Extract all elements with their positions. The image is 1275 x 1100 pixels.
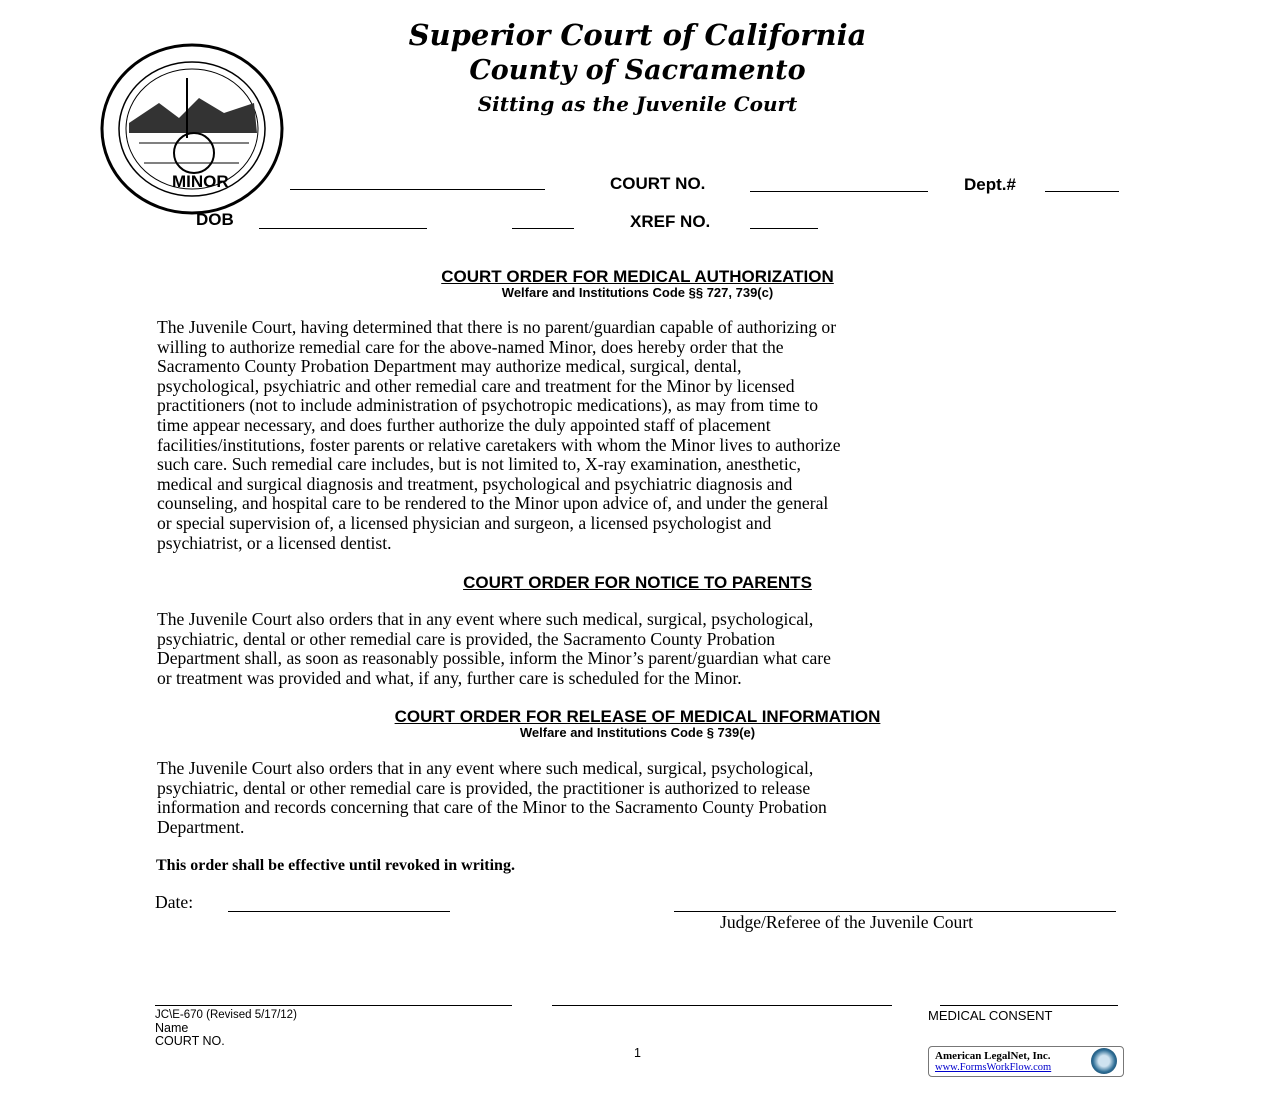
court-title: Superior Court of California [408,18,867,52]
section-title-notice-to-parents: COURT ORDER FOR NOTICE TO PARENTS [463,573,812,592]
text-line: or special supervision of, a licensed physician and surgeon, a licensed psychologist and [157,512,772,533]
court-no-label: COURT NO. [610,174,706,193]
american-legalnet-badge[interactable] [928,1046,1124,1077]
text-line: counseling, and hospital care to be rendered to the Minor upon advice of, and under the general [157,493,829,514]
release-medical-info-text [157,759,1137,837]
xref-field[interactable] [750,228,818,229]
notice-to-parents-text [157,610,1137,688]
form-number: JC\E-670 (Revised 5/17/12) [155,1009,297,1021]
section-code-739e: Welfare and Institutions Code § 739(e) [519,725,756,740]
juvenile-court-subtitle: Sitting as the Juvenile Court [477,92,798,116]
dob-extra-field[interactable] [512,228,574,229]
badge-url-link[interactable]: www.FormsWorkFlow.com [935,1062,1052,1073]
text-line: or treatment was provided and what, if any, further care is scheduled for the Minor. [157,667,742,688]
footer-rule [552,1005,892,1006]
text-line: The Juvenile Court also orders that in any event where such medical, surgical, psychological, [157,609,814,629]
county-title: County of Sacramento [469,55,806,86]
text-line: The Juvenile Court, having determined that there is no parent/guardian capable of authorizing or [157,317,837,337]
minor-field[interactable] [290,189,545,190]
text-line: such care. Such remedial care includes, but is not limited to, X-ray examination, anesthetic, [157,454,801,475]
dob-field[interactable] [259,228,427,229]
text-line: psychological, psychiatric and other remedial care and treatment for the Minor by licensed [157,375,795,396]
dob-label: DOB [196,210,234,229]
dept-field[interactable] [1045,191,1119,192]
section-title-medical-authorization: COURT ORDER FOR MEDICAL AUTHORIZATION [441,267,834,286]
text-line: practitioners (not to include administration of psychotropic medications), as may from time to [157,395,819,416]
xref-label: XREF NO. [630,212,711,231]
text-line: Department. [157,816,245,837]
footer-name: Name [155,1021,189,1035]
footer-form-title: MEDICAL CONSENT [928,1008,1053,1023]
badge-company: American LegalNet, Inc. [935,1050,1051,1062]
text-line: psychiatric, dental or other remedial care is provided, the Sacramento County Probation [157,628,776,649]
minor-label: MINOR [172,172,229,191]
text-line: Sacramento County Probation Department may authorize medical, surgical, dental, [157,356,742,377]
page-number: 1 [634,1046,641,1060]
effective-statement: This order shall be effective until revoked in writing. [156,857,515,874]
text-line: time appear necessary, and does further authorize the duly appointed staff of placement [157,414,771,435]
judge-label: Judge/Referee of the Juvenile Court [720,912,974,932]
text-line: psychiatrist, or a licensed dentist. [157,532,392,553]
text-line: Department shall, as soon as reasonably possible, inform the Minor’s parent/guardian what care [157,648,831,669]
section-title-release-medical-info: COURT ORDER FOR RELEASE OF MEDICAL INFORMATION [394,707,881,726]
text-line: medical and surgical diagnosis and treatment, psychological and psychiatric diagnosis and [157,473,793,494]
text-line: The Juvenile Court also orders that in any event where such medical, surgical, psychological, [157,758,814,778]
text-line: facilities/institutions, foster parents or relative caretakers with whom the Minor lives to authorize [157,434,841,455]
text-line: psychiatric, dental or other remedial care is provided, the practitioner is authorized to release [157,777,811,798]
text-line: willing to authorize remedial care for the above-named Minor, does hereby order that the [157,336,784,357]
globe-icon [1091,1048,1117,1074]
footer-court-no: COURT NO. [155,1034,225,1048]
dept-label: Dept.# [964,175,1016,194]
medical-authorization-text [157,318,1137,553]
footer-rule [155,1005,512,1006]
section-code-727: Welfare and Institutions Code §§ 727, 739(c) [501,285,774,300]
date-field[interactable] [228,911,450,912]
date-label: Date: [155,892,194,912]
text-line: information and records concerning that care of the Minor to the Sacramento County Probation [157,797,827,818]
footer-rule [940,1005,1118,1006]
court-no-field[interactable] [750,191,928,192]
